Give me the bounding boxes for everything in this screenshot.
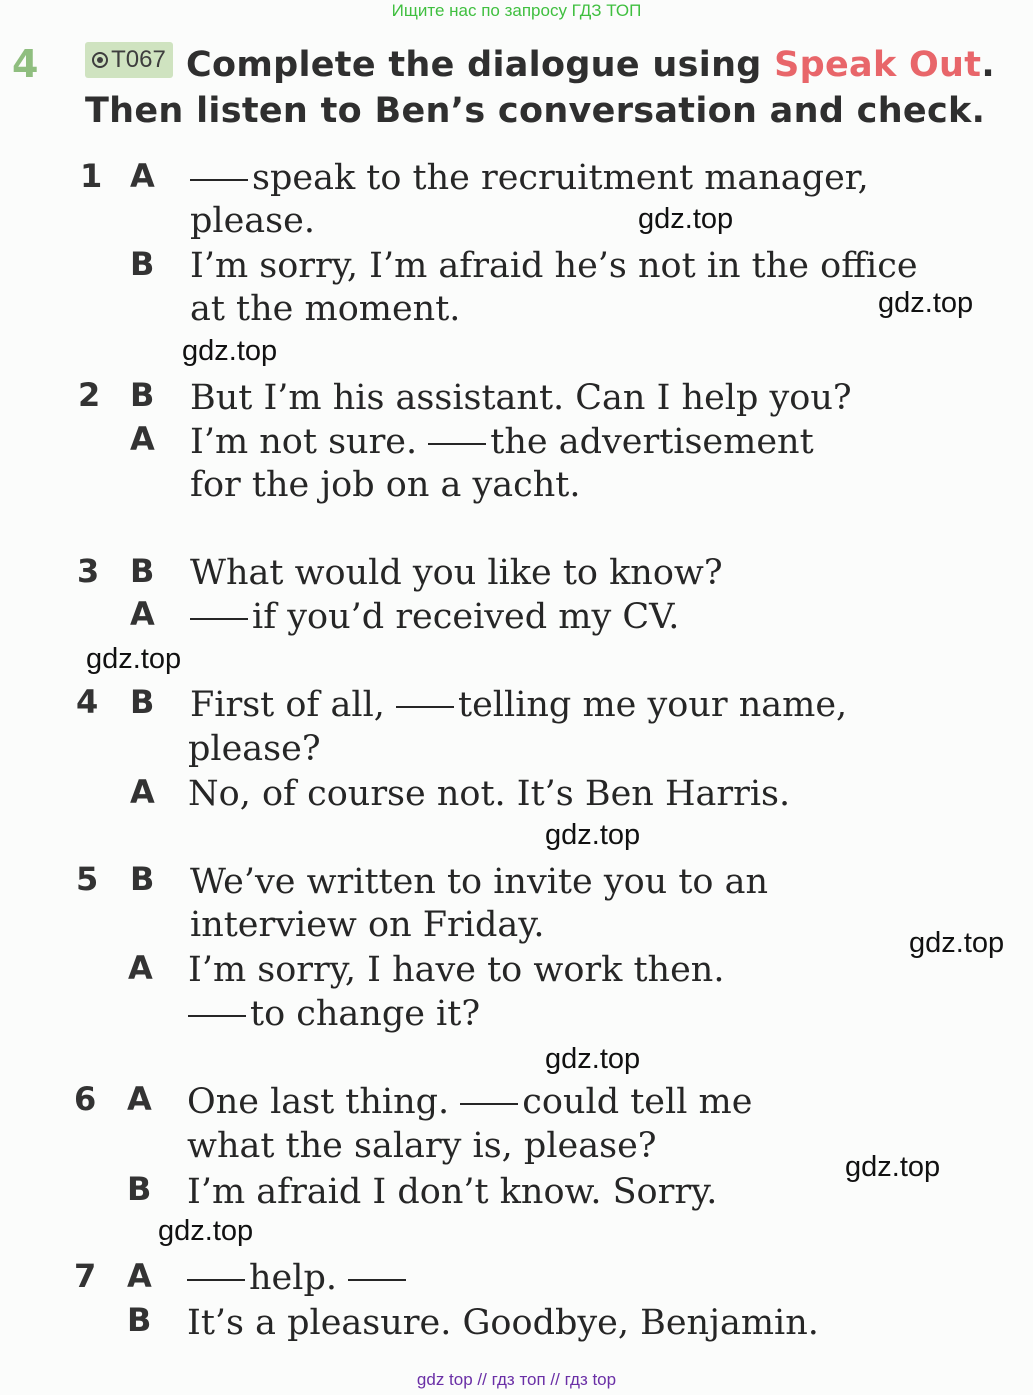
speaker-label: B xyxy=(127,1301,152,1339)
speaker-label: A xyxy=(130,420,155,458)
line-text: speak to the recruitment manager, xyxy=(252,158,869,198)
watermark: gdz.top xyxy=(545,819,641,851)
watermark: gdz.top xyxy=(638,203,734,235)
instruction-line-1 xyxy=(186,42,995,88)
item-number: 2 xyxy=(78,376,101,414)
dialogue-line: We’ve written to invite you to an xyxy=(190,862,769,902)
answer-blank[interactable] xyxy=(188,1015,246,1017)
dialogue-line xyxy=(187,1256,410,1300)
dialogue-line xyxy=(190,595,679,639)
dialogue-line: I’m sorry, I’m afraid he’s not in the office xyxy=(190,246,918,286)
instruction-text: Complete the dialogue using xyxy=(186,45,775,85)
item-number: 4 xyxy=(76,683,99,721)
speaker-label: B xyxy=(130,860,155,898)
speaker-label: B xyxy=(130,376,155,414)
watermark: gdz.top xyxy=(909,927,1005,959)
speak-out-highlight: Speak Out xyxy=(774,45,982,85)
speaker-label: A xyxy=(130,595,155,633)
watermark: gdz.top xyxy=(158,1215,254,1247)
item-number: 5 xyxy=(76,860,99,898)
watermark: gdz.top xyxy=(545,1043,641,1075)
line-text: if you’d received my CV. xyxy=(252,597,680,637)
instruction-period: . xyxy=(981,45,995,85)
answer-blank[interactable] xyxy=(348,1279,406,1281)
speaker-label: B xyxy=(130,552,155,590)
line-text: One last thing. xyxy=(187,1082,461,1122)
header-note: Ищите нас по запросу ГДЗ ТОП xyxy=(391,1,642,20)
speaker-label: B xyxy=(130,683,155,721)
answer-blank[interactable] xyxy=(190,179,248,181)
line-text: help. xyxy=(249,1258,349,1298)
speaker-label: A xyxy=(127,1080,152,1118)
item-number: 6 xyxy=(74,1080,97,1118)
audio-disc-icon xyxy=(92,52,108,68)
dialogue-line xyxy=(190,156,869,200)
dialogue-line: what the salary is, please? xyxy=(187,1126,657,1166)
speaker-label: B xyxy=(127,1170,152,1208)
dialogue-line xyxy=(187,1080,752,1124)
dialogue-line: It’s a pleasure. Goodbye, Benjamin. xyxy=(187,1303,819,1343)
dialogue-line: No, of course not. It’s Ben Harris. xyxy=(188,774,791,814)
watermark: gdz.top xyxy=(878,287,974,319)
dialogue-line xyxy=(190,683,847,727)
dialogue-line: please. xyxy=(190,201,315,241)
dialogue-line: for the job on a yacht. xyxy=(190,465,581,505)
answer-blank[interactable] xyxy=(396,706,454,708)
dialogue-line: interview on Friday. xyxy=(190,905,545,945)
watermark: gdz.top xyxy=(86,643,182,675)
dialogue-line: I’m afraid I don’t know. Sorry. xyxy=(187,1172,718,1212)
dialogue-line: please? xyxy=(188,729,321,769)
exercise-number: 4 xyxy=(12,42,39,86)
speaker-label: A xyxy=(130,157,155,195)
line-text: telling me your name, xyxy=(458,685,848,725)
speaker-label: A xyxy=(127,1257,152,1295)
speaker-label: A xyxy=(130,773,155,811)
speaker-label: B xyxy=(130,245,155,283)
answer-blank[interactable] xyxy=(187,1279,245,1281)
watermark: gdz.top xyxy=(182,335,278,367)
line-text: the advertisement xyxy=(490,422,814,462)
answer-blank[interactable] xyxy=(460,1103,518,1105)
dialogue-line: I’m sorry, I have to work then. xyxy=(188,950,725,990)
audio-track-badge[interactable] xyxy=(85,42,173,78)
dialogue-line xyxy=(190,420,814,464)
item-number: 1 xyxy=(80,157,103,195)
line-text: First of all, xyxy=(190,685,397,725)
line-text: could tell me xyxy=(522,1082,753,1122)
line-text: to change it? xyxy=(250,994,481,1034)
dialogue-line: at the moment. xyxy=(190,289,461,329)
dialogue-line xyxy=(188,992,480,1036)
dialogue-line: What would you like to know? xyxy=(190,553,723,593)
footer-note: gdz top // гдз топ // гдз top xyxy=(416,1370,617,1389)
line-text: I’m not sure. xyxy=(190,422,429,462)
speaker-label: A xyxy=(128,949,153,987)
item-number: 3 xyxy=(77,552,100,590)
track-label: T067 xyxy=(111,46,166,73)
dialogue-line: But I’m his assistant. Can I help you? xyxy=(190,378,852,418)
answer-blank[interactable] xyxy=(428,443,486,445)
watermark: gdz.top xyxy=(845,1151,941,1183)
item-number: 7 xyxy=(74,1257,97,1295)
instruction-line-2: Then listen to Ben’s conversation and check. xyxy=(85,91,986,131)
answer-blank[interactable] xyxy=(190,618,248,620)
